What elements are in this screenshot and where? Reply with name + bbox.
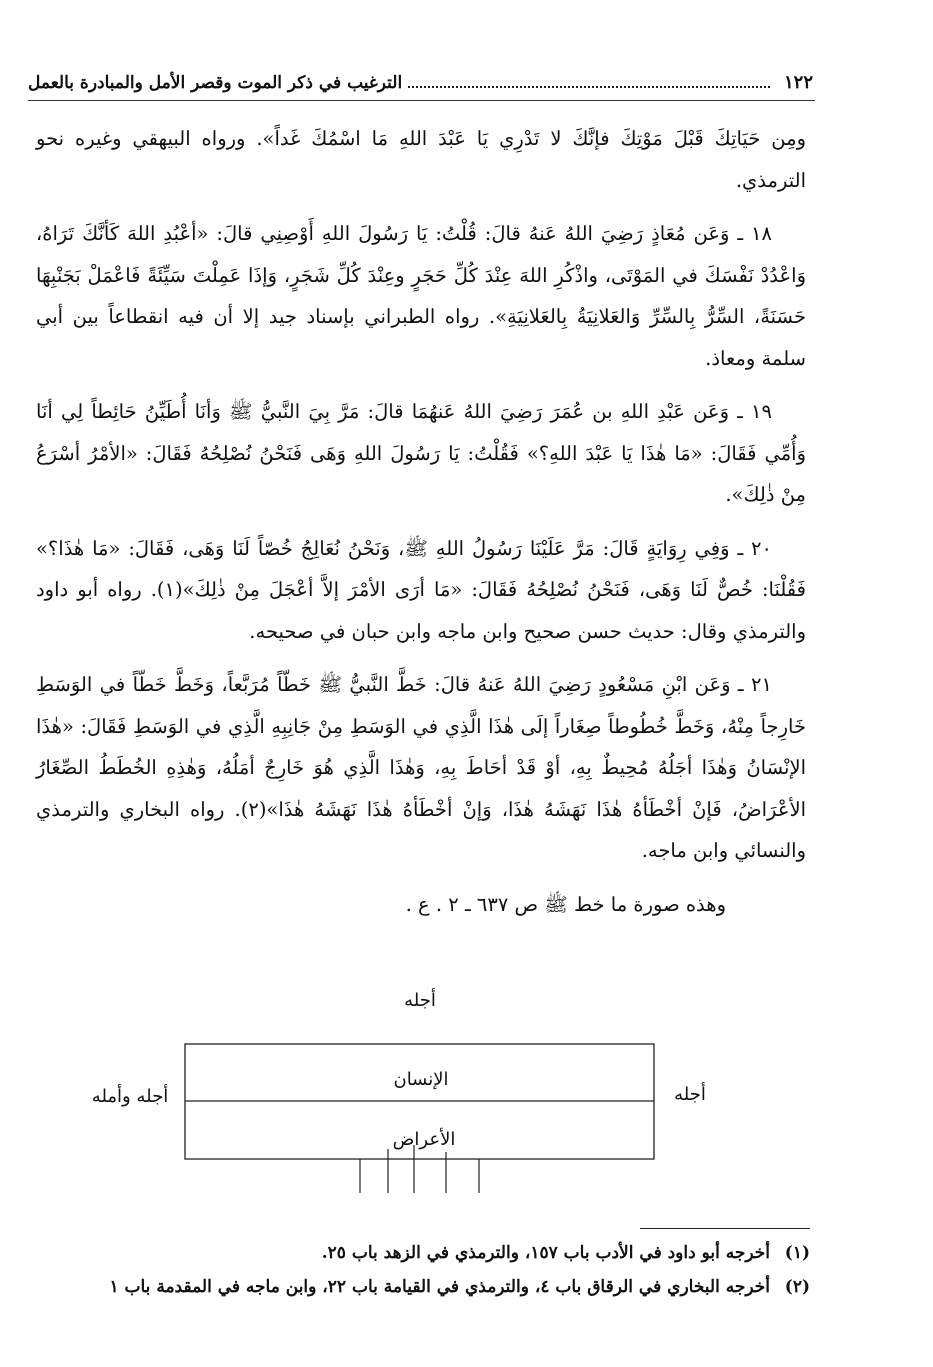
footnote-1: [30, 1236, 810, 1270]
main-text: [36, 118, 806, 937]
diagram-label-top: أجله: [404, 990, 436, 1011]
running-title: الترغيب في ذكر الموت وقصر الأمل والمبادرة بالعمل: [28, 73, 403, 93]
diagram-label-human: الإنسان: [393, 1069, 449, 1090]
footnote-number: (١): [784, 1243, 810, 1263]
diagram-square: [185, 1044, 654, 1159]
footnote-2: [30, 1270, 810, 1304]
diagram-caption: وهذه صورة ما خط ﷺ ص ٦٣٧ ـ ٢ . ع .: [405, 892, 726, 916]
header-rule: [28, 100, 815, 101]
hadith-21: ٢١ ـ وَعَن ابْنِ مَسْعُودٍ رَضِيَ اللهُ عَنهُ قالَ: خَطَّ النَّبيُّ ﷺ خَطّاً مُرَبَّعاً، وَخَطَّ خَطّاً في الوَسَطِ خَارِجاً مِنْهُ، وَخَطَّ خُطُوطاً صِغَاراً إلَى هٰذَا الَّذِي في الوَسَطِ مِنْ جَانِبِهِ الَّذِي في الوَسَطِ فَقَالَ: «هٰذَا الإنْسَانُ وَهٰذَا أجَلُهُ مُحِيطٌ بِهِ، أوْ قَدْ أحَاطَ بِهِ، وَهٰذَا الَّذِي هُوَ خَارِجٌ أمَلُهُ، وَهٰذِهِ الخُطَطُ الصِّغَارُ الأعْرَاضُ، فَإنْ أخْطَأهُ هٰذَا نَهَشَهُ هٰذَا، وَإنْ أخْطَأهُ هٰذَا نَهَشَهُ هٰذَا»(٢). رواه البخاري والترمذي والنسائي وابن ماجه.: [36, 673, 806, 862]
diagram-label-afflictions: الأعراض: [392, 1129, 456, 1150]
diagram-label-right: أجله: [674, 1084, 706, 1105]
footnote-separator: [640, 1228, 810, 1229]
page-number: ١٢٢: [783, 72, 813, 93]
hadith-18: ١٨ ـ وَعَن مُعَاذٍ رَضِيَ اللهُ عَنهُ قالَ: قُلْتُ: يَا رَسُولَ اللهِ أَوْصِنِي قالَ: «أعْبُدِ اللهَ كَأنَّكَ تَرَاهُ، وَاعْدُدْ نَفْسَكَ في المَوْتَى، واذْكُرِ اللهَ عِنْدَ كُلِّ حَجَرٍ وعِنْدَ كُلِّ شَجَرٍ، وَإذَا عَمِلْتَ سَيِّئَةً فَاعْمَلْ بَجَنْبِهَا حَسَنَةً، السِّرُّ بِالسِّرِّ وَالعَلانِيَةُ بِالعَلانِيَةِ». رواه الطبراني بإسناد جيد إلا أن فيه انقطاعاً بين أبي سلمة ومعاذ.: [36, 222, 806, 370]
diagram-label-left: أجله وأمله: [91, 1086, 169, 1107]
footnote-text: أخرجه أبو داود في الأدب باب ١٥٧، والترمذي في الزهد باب ٢٥.: [321, 1243, 770, 1263]
hadith-19: ١٩ ـ وَعَن عَبْدِ اللهِ بن عُمَرَ رَضِيَ اللهُ عَنهُمَا قالَ: مَرَّ بِيَ النَّبيُّ ﷺ وَأنَا أُطَيِّنُ حَائِطاً لِي أنَا وَأُمِّي فَقَالَ: «مَا هٰذَا يَا عَبْدَ اللهِ؟» فَقُلْتُ: يَا رَسُولَ اللهِ وَهَى فَنَحْنُ نُصْلِحُهُ فَقَالَ: «الأمْرُ أسْرَعُ مِنْ ذٰلِكَ».: [36, 400, 806, 506]
footnotes: [30, 1236, 810, 1304]
hadith-20: ٢٠ ـ وَفِي رِوَايَةٍ قَالَ: مَرَّ عَلَيْنَا رَسُولُ اللهِ ﷺ، وَنَحْنُ نُعَالِجُ خُصّاً لَنَا وَهَى، فَقَالَ: «مَا هٰذَا؟» فَقُلْنَا: خُصٌّ لَنَا وَهَى، فَنَحْنُ نُصْلِحُهُ فَقَالَ: «مَا أرَى الأمْرَ إلاَّ أعْجَلَ مِنْ ذٰلِكَ»(١). رواه أبو داود والترمذي وقال: حديث حسن صحيح وابن ماجه وابن حبان في صحيحه.: [36, 536, 806, 643]
paragraph-continuation: ومِن حَيَاتِكَ قَبْلَ مَوْتِكَ فإنَّكَ لا تَدْرِي يَا عَبْدَ اللهِ مَا اسْمُكَ غَداً». ورواه البيهقي وغيره نحو الترمذي.: [36, 127, 806, 192]
header-dot-leader: [408, 85, 770, 88]
page-header: [28, 72, 813, 93]
footnote-text: أخرجه البخاري في الرقاق باب ٤، والترمذي في القيامة باب ٢٢، وابن ماجه في المقدمة باب ١: [109, 1277, 770, 1297]
footnote-number: (٢): [784, 1277, 810, 1297]
